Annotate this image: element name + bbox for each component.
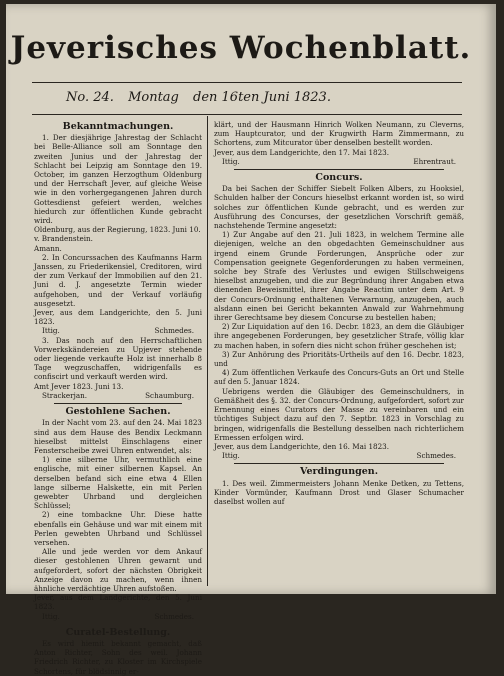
- masthead: Jeverisches Wochenblatt.: [10, 30, 472, 66]
- signature-pair: [34, 391, 202, 400]
- signature-name: Schmedes.: [154, 611, 194, 621]
- article-paragraph: 1. Des weil. Zimmermeisters Johann Menke Detken, zu Tettens, Kinder Vormünder, Kaufmann Drost und Glaser Schumacher daselbst wollen auf: [214, 478, 464, 506]
- article-paragraph: 1) Zur Angabe auf den 21. Juli 1823, in welchem Termine alle diejenigen, welche an den obgedachten Gemeinschuldner aus irgend einem Grunde Forderungen, Ansprüche oder zur Compensation geeignete Gegenforderungen zu haben vermeinen, solche bey Strafe des Verlustes und ewigen Stillschweigens hieselbst anzugeben, und die zur Begründung ihrer Angaben etwa dienenden Beweismittel, ihrer Angabe Reactim unter dem Art. 9 der Concurs-Ordnung enthaltenen Verwarnung, anzugeben, auch alsdann einen bei Gericht bekannten Anwald zur Wahrnehmung ihrer Gerechtsame bey diesem Concurse zu bestellen haben;: [214, 230, 464, 323]
- signature-pair: [214, 157, 464, 166]
- heading-concurs: Concurs.: [315, 172, 363, 184]
- signature-line: Amt Jever 1823. Juni 13.: [34, 381, 124, 391]
- article-paragraph: Alle und jede werden vor dem Ankauf dieser gestohlenen Uhren gewarnt und aufgefordert, sofort der nächsten Obrigkeit Anzeige davon zu machen, wenn ihnen ähnliche verdächtige Uhren aufstoßen.: [34, 547, 202, 593]
- heading-curatel-bestellung: Curatel-Bestellung.: [65, 626, 171, 638]
- article-paragraph: 4) Zum öffentlichen Verkaufe des Concurs-Guts an Ort und Stelle auf den 5. Januar 1824.: [214, 368, 464, 387]
- article-paragraph: 2) Zur Liquidation auf den 16. Decbr. 1823, an dem die Gläubiger ihre angegebenen Forderungen, bey gesetzlicher Strafe, völlig klar zu machen haben, in sofern dies nicht schon früher geschehen ist;: [214, 322, 464, 350]
- article-paragraph: In der Nacht vom 23. auf den 24. Mai 1823 sind aus dem Hause des Bendix Leckmann hieselbst mittelst Einschlagens einer Fensterscheibe zwei Uhren entwendet, als:: [34, 418, 202, 455]
- signature-name: Schmedes.: [154, 326, 194, 336]
- article-paragraph: 3) Zur Anhörung des Prioritäts-Urtheils auf den 16. Decbr. 1823, und: [214, 349, 464, 369]
- signature-name: Amann.: [34, 243, 62, 253]
- column-divider: [207, 116, 208, 586]
- newspaper-page: [6, 4, 496, 676]
- issue-weekday: Montag: [128, 90, 179, 105]
- signature-name: v. Brandenstein.: [34, 234, 93, 244]
- article-paragraph: 1) eine silberne Uhr, vermuthlich eine englische, mit einer silbernen Kapsel. An derselben befand sich eine etwa 4 Ellen lange silberne Halskette, ein mit Perlen gewebter Uhrband und dergleichen Schlüssel;: [34, 455, 202, 511]
- signature-line: Jever, aus dem Landgerichte, den 17. Mai 1823.: [214, 147, 390, 157]
- signature-pair: [34, 326, 202, 335]
- article-paragraph: 3. Das noch auf den Herrschaftlichen Vorwerkskändereien zu Upjever stehende oder liegende verkaufte Holz ist innerhalb 8 Tage wegzuschaffen, widrigenfalls es confiscirt und verkauft werden wird.: [34, 335, 202, 382]
- signature-name: Schaumburg.: [145, 390, 194, 400]
- section-rule: [54, 403, 182, 404]
- signature-name: Ittig.: [42, 611, 60, 621]
- section-rule: [234, 169, 444, 170]
- article-paragraph: 2) eine tombackne Uhr. Diese hatte ebenfalls ein Gehäuse und war mit einem mit Perlen gewebten Uhrband und Schlüssel versehen.: [34, 510, 202, 547]
- heading-bekanntmachungen: Bekanntmachungen.: [62, 121, 174, 132]
- article-paragraph: Es wird hiemit bekannt gemacht, daß Anton Richter, Sohn des weil. Johann Friedrich Richter, zu Kloster im Kirchspiele Schortens, für blödsinnig er-: [34, 638, 202, 676]
- section-rule: [234, 463, 444, 464]
- article-paragraph: 1. Der diesjährige Jahrestag der Schlacht bei Belle-Alliance soll am Sonntage den zweiten Junius und der Jahrestag der Schlacht bei Leipzig am Sonntage den 19. October, im ganzen Herzogthum Oldenburg und der Herrschaft Jever, auf gleiche Weise wie in den vorhergegangenen Jahren durch Gottesdienst gefeiert werden, welches hiedurch zur öffentlichen Kunde gebracht wird.: [34, 133, 202, 226]
- signature-pair: [214, 451, 464, 460]
- article-paragraph: 2. In Concurssachen des Kaufmanns Harm Janssen, zu Friederikensiel, Creditoren, wird der zum Verkauf der Immobilien auf den 21. Juni d. J. angesetzte Termin wieder aufgehoben, und der Verkauf vorläufig ausgesetzt.: [34, 252, 202, 308]
- article-paragraph: klärt, und der Hausmann Hinrich Wolken Neumann, zu Cleverns, zum Hauptcurator, und der Krugwirth Harm Zimmermann, zu Schortens, zum Mitcurator über denselben bestellt worden.: [214, 120, 464, 148]
- masthead-rule-top: [32, 82, 462, 83]
- signature-name: Schmedes.: [416, 451, 456, 461]
- signature-name: Ehrentraut.: [413, 156, 456, 166]
- issue-date: den 16ten Juni 1823.: [193, 90, 331, 105]
- signature-line: Jever, aus dem Landgerichte, den 16. Mai 1823.: [214, 441, 390, 451]
- signature-line: Jever, aus dem Landgerichte, den 5. Juni 1823.: [34, 308, 202, 327]
- right-column: [214, 120, 464, 506]
- signature-line: Oldenburg, aus der Regierung, 1823. Juni 10.: [34, 225, 201, 235]
- section-rule: [54, 624, 182, 625]
- signature-name: Ittig.: [222, 451, 240, 461]
- masthead-rule-bottom: [32, 114, 462, 115]
- heading-gestohlene-sachen: Gestohlene Sachen.: [65, 406, 171, 418]
- article-paragraph: Uebrigens werden die Gläubiger des Gemeinschuldners, in Gemäßheit des §. 32. der Concurs-Ordnung, aufgefordert, sofort zur Ernennung eines Curators der Masse zu vereinbaren und ein tüchtiges Subject dazu auf den 7. Septbr. 1823 in Vorschlag zu bringen, widrigenfalls die Bestellung desselben nach richterlichem Ermessen erfolgen wird.: [214, 386, 464, 442]
- signature-name: Ittig.: [222, 156, 240, 166]
- heading-verdingungen: Verdingungen.: [299, 466, 379, 478]
- dateline: [66, 90, 341, 105]
- article-paragraph: Da bei Sachen der Schiffer Siebelt Folken Albers, zu Hooksiel, Schulden halber der Concurs hieselbst erkannt worden ist, so wird solches zur öffentlichen Kunde gebracht, und es werden zur Ausführung des Concurses, der gesetzlichen Vorschrift gemäß, nachstehende Termine angesetzt:: [214, 184, 464, 231]
- left-column: [34, 120, 202, 676]
- signature-name: Ittig.: [42, 326, 60, 336]
- issue-number: No. 24.: [66, 90, 114, 105]
- signature-name: Strackerjan.: [42, 390, 88, 400]
- signature-line: Jever, aus dem Landgerichte, den 5. Juni 1823.: [34, 593, 202, 612]
- signature-pair: [34, 612, 202, 621]
